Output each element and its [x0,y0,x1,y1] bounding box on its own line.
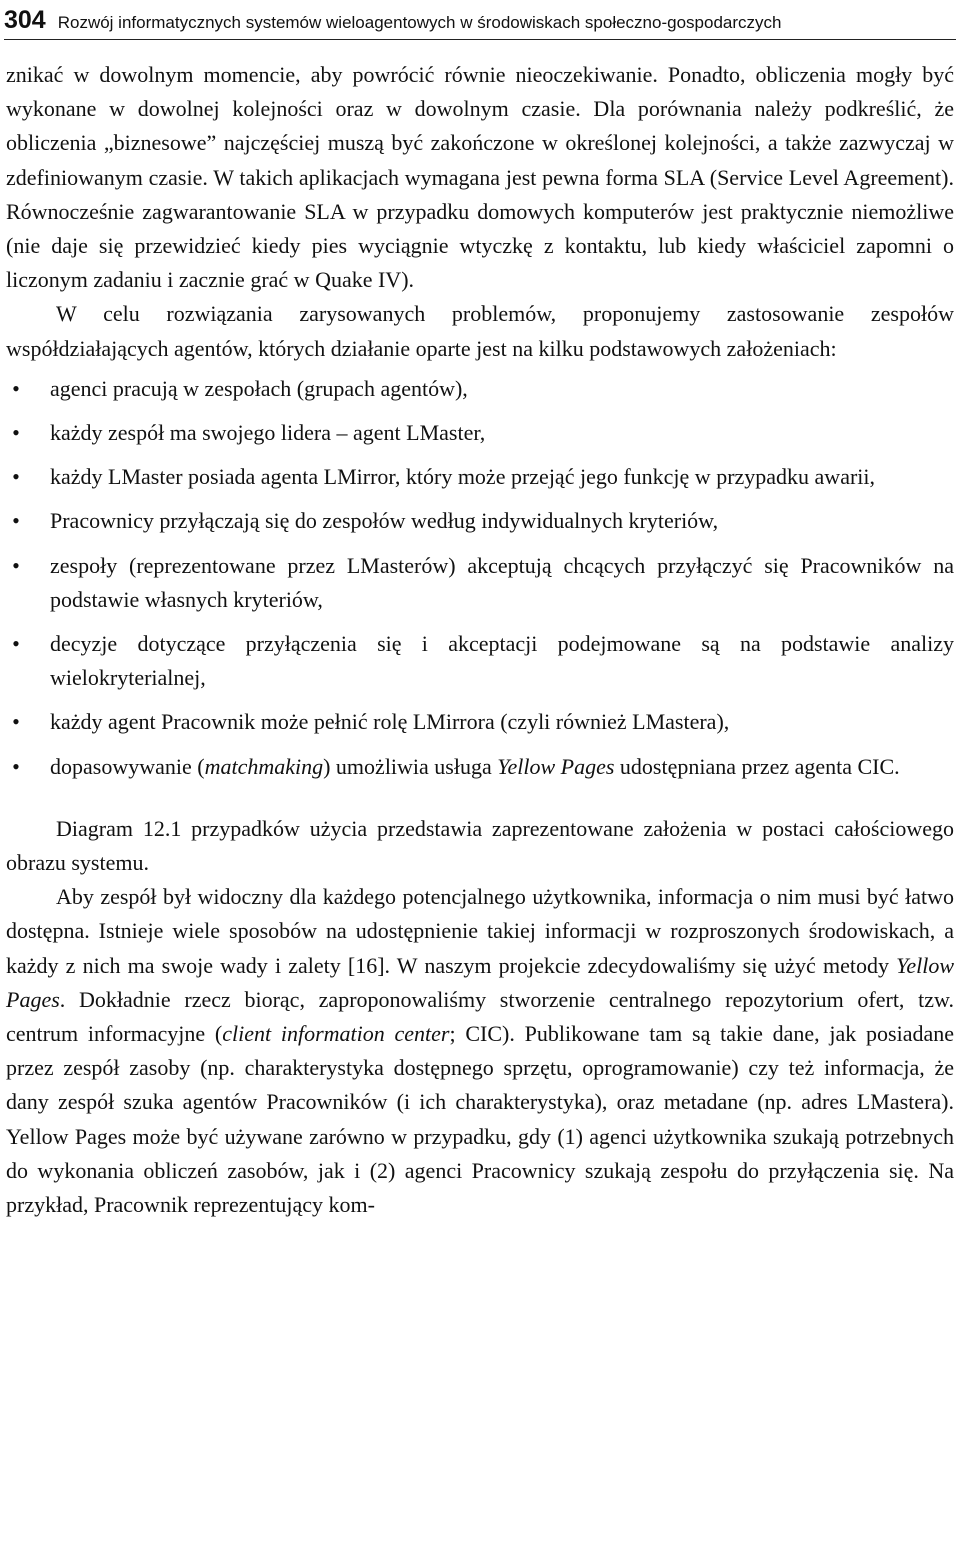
paragraph-2: W celu rozwiązania zarysowanych problemów, proponujemy zastosowanie zespołów współdziałających agentów, których działanie oparte jest na kilku podstawowych założeniach: [6,301,954,361]
list-item-text: każdy agent Pracownik może pełnić rolę LMirrora (czyli również LMastera), [50,709,730,735]
paragraph-3: Diagram 12.1 przypadków użycia przedstawia zaprezentowane założenia w postaci całościowego obrazu systemu. [6,815,954,876]
emphasis-yellow-pages: Yellow Pages [6,952,954,1012]
bullet-icon: • [12,753,20,779]
paragraph-4 [6,880,954,1222]
text-run: Aby zespół był widoczny dla każdego potencjalnego użytkownika, informacja o nim musi być łatwo dostępna. Istnieje wiele sposobów na udostępnienie takiej informacji w rozproszonych środowiskach, a każdy z nich ma swoje wady i zalety [16]. W naszym projekcie zdecydowaliśmy się użyć metody [6,884,954,978]
bullet-icon: • [12,420,20,446]
emphasis-yellow-pages: Yellow Pages [497,753,615,779]
paragraph-1: znikać w dowolnym momencie, aby powrócić równie nieoczekiwanie. Ponadto, obliczenia mogły być wykonane w dowolnej kolejności oraz w dowolnym czasie. Dla porównania należy podkreślić, że obliczenia „biznesowe” najczęściej muszą być zakończone w określonej kolejności, a także zazwyczaj w zdefiniowanym czasie. W takich aplikacjach wymagana jest pewna forma SLA (Service Level Agreement). Równocześnie zagwarantowanie SLA w przypadku domowych komputerów jest praktycznie niemożliwe (nie daje się przewidzieć kiedy pies wyciągnie wtyczkę z kontaktu, lub kiedy właściciel zapomni o liczonym zadaniu i zacznie grać w Quake IV). [6,62,954,293]
emphasis-client-information-center: client information center [222,1021,450,1047]
assumptions-list [6,372,954,784]
list-item [6,372,954,406]
bullet-icon: • [12,464,20,490]
running-header [4,0,956,40]
page-number: 304 [4,6,46,34]
bullet-icon: • [12,709,20,735]
bullet-icon: • [12,375,20,401]
text-run: ; CIC). Publikowane tam są takie dane, jak posiadane przez zespół zasoby (np. charakterystyka dostępnego sprzętu, oprogramowanie) czy też informacja, że dany zespół szuka agentów Pracowników (i ich charakterystyka), oraz metadane (np. adres LMastera). Yellow Pages może być używane zarówno w przypadku, gdy (1) agenci użytkownika szukają potrzebnych do wykonania obliczeń zasobów, jak i (2) agenci Pracownicy szukają zespołu do przyłączenia się. Na przykład, Pracownik reprezentujący kom- [6,1021,955,1218]
spacer [6,794,954,812]
text-run: udostępniana przez agenta CIC. [614,753,900,779]
list-item [6,416,954,450]
text-run: . Dokładnie rzecz biorąc, zaproponowaliśmy stworzenie centralnego repozytorium ofert, tzw. centrum informacyjne ( [6,986,954,1047]
list-item-text: każdy zespół ma swojego lidera – agent LMaster, [50,420,486,446]
list-item [6,750,954,784]
list-item-text: Pracownicy przyłączają się do zespołów według indywidualnych kryteriów, [50,508,719,534]
list-item [6,627,954,695]
list-item-text: zespoły (reprezentowane przez LMasterów) akceptują chcących przyłączyć się Pracowników na podstawie własnych kryteriów, [50,552,954,612]
list-item-text: decyzje dotyczące przyłączenia się i akceptacji podejmowane są na podstawie analizy wielokryterialnej, [50,631,954,691]
bullet-icon: • [12,508,20,534]
running-title: Rozwój informatycznych systemów wieloagentowych w środowiskach społeczno-gospodarczych [57,13,782,32]
bullet-icon: • [12,552,20,578]
list-item-text [50,754,900,779]
list-item-text: agenci pracują w zespołach (grupach agentów), [50,375,468,401]
list-item [6,549,954,617]
bullet-icon: • [12,631,20,657]
page-body [6,58,954,1222]
emphasis-matchmaking: matchmaking [204,753,324,779]
text-run: dopasowywanie ( [50,753,205,779]
list-item [6,460,954,494]
list-item-text: każdy LMaster posiada agenta LMirror, który może przejąć jego funkcję w przypadku awarii, [50,464,876,490]
list-item [6,504,954,538]
text-run: ) umożliwia usługa [323,753,498,779]
list-item [6,705,954,739]
